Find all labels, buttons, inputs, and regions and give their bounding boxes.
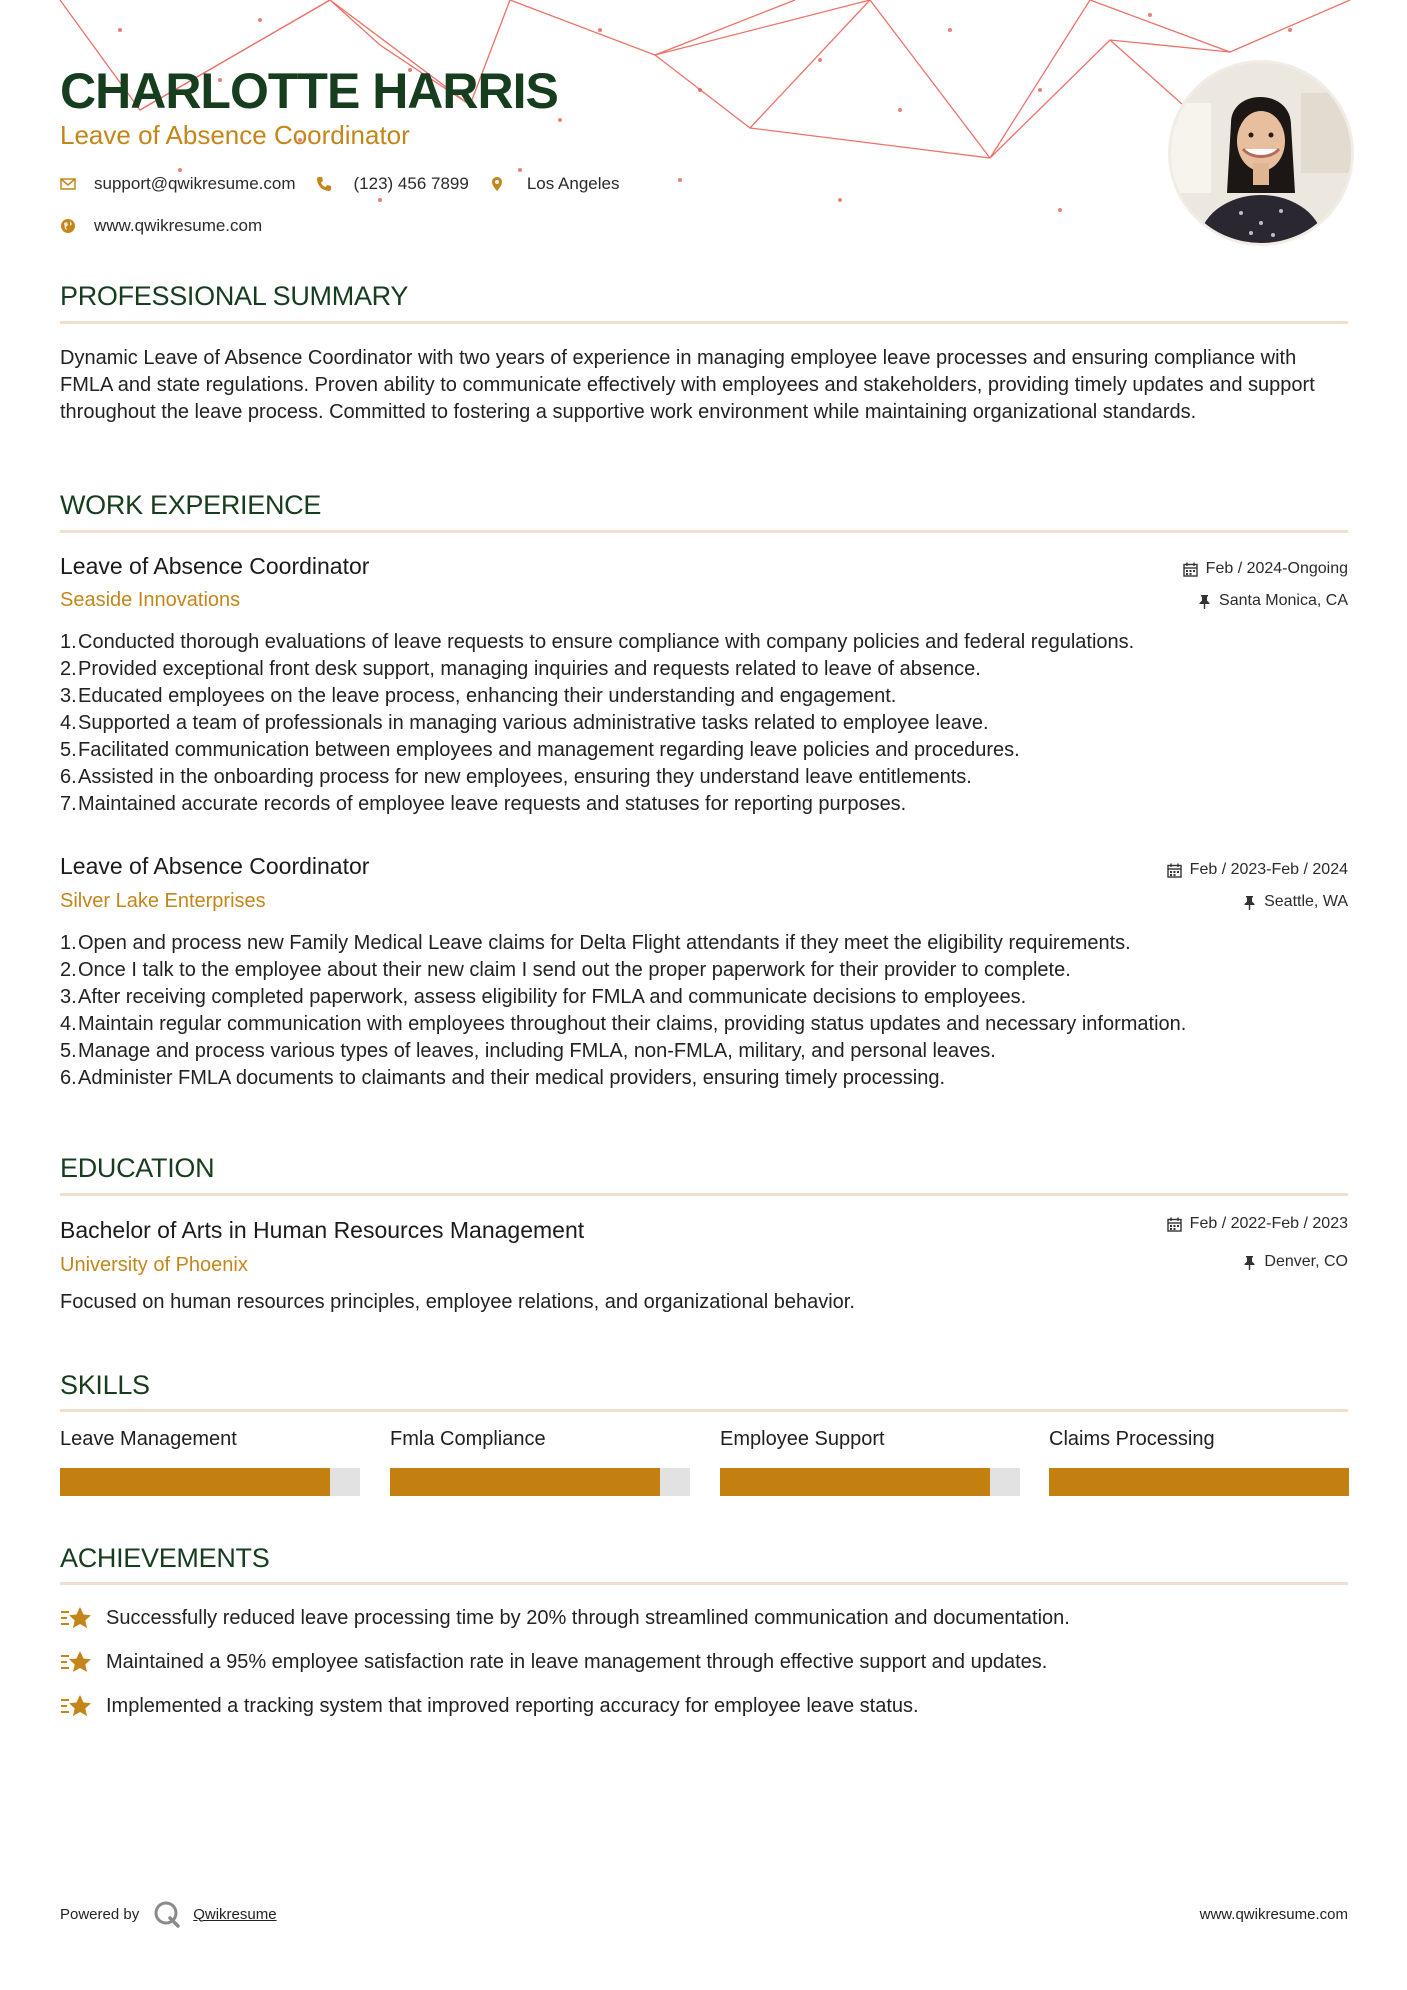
education-dates-text: Feb / 2022-Feb / 2023: [1189, 1215, 1348, 1232]
footer-powered-by: [60, 1900, 277, 1928]
job-dates: [1167, 861, 1348, 879]
calendar-icon: [1167, 1217, 1182, 1232]
education-location-text: Denver, CO: [1264, 1253, 1348, 1270]
website-text: www.qwikresume.com: [94, 216, 263, 235]
job-title: Leave of Absence Coordinator: [60, 853, 370, 879]
achievement-text: Maintained a 95% employee satisfaction rate in leave management through effective support and updates.: [106, 1650, 1048, 1673]
location-text: Los Angeles: [526, 174, 620, 193]
section-divider: [60, 1193, 1348, 1196]
profile-photo: [1168, 60, 1354, 246]
contact-email[interactable]: [60, 174, 296, 194]
section-title-experience: WORK EXPERIENCE: [60, 490, 322, 520]
achievement-item: [60, 1649, 1047, 1675]
job-location: [1198, 592, 1348, 610]
list-item: 6. Assisted in the onboarding process for new employees, ensuring they understand leave entitlements.: [60, 766, 972, 788]
skill-bar-fill: [60, 1468, 330, 1496]
star-badge-icon: [60, 1605, 92, 1631]
contact-row: [60, 174, 639, 194]
pushpin-icon: [1243, 1255, 1256, 1270]
list-item: 1. Conducted thorough evaluations of leave requests to ensure compliance with company policies and federal regulations.: [60, 631, 1135, 653]
section-divider: [60, 1582, 1348, 1585]
skill-label: Fmla Compliance: [390, 1428, 546, 1450]
qwikresume-link[interactable]: Qwikresume: [193, 1905, 277, 1923]
achievement-text: Successfully reduced leave processing time by 20% through streamlined communication and documentation.: [106, 1606, 1070, 1629]
qwikresume-logo-icon: [153, 1900, 181, 1928]
star-badge-icon: [60, 1693, 92, 1719]
education-description: Focused on human resources principles, employee relations, and organizational behavior.: [60, 1291, 855, 1313]
footer-website[interactable]: www.qwikresume.com: [1199, 1906, 1348, 1923]
globe-icon: [60, 218, 76, 234]
list-item: 2. Once I talk to the employee about their new claim I send out the proper paperwork for their provider to complete.: [60, 959, 1071, 981]
job-bullet-list: [60, 930, 1360, 1092]
candidate-name: CHARLOTTE HARRIS: [60, 63, 558, 119]
job-bullet-list: [60, 629, 1360, 818]
job-location-text: Santa Monica, CA: [1219, 592, 1348, 609]
star-badge-icon: [60, 1649, 92, 1675]
list-item: 3. Educated employees on the leave process, enhancing their understanding and engagement.: [60, 685, 897, 707]
section-title-achievements: ACHIEVEMENTS: [60, 1543, 270, 1573]
profile-photo-illustration: [1171, 63, 1351, 243]
section-title-summary: PROFESSIONAL SUMMARY: [60, 281, 409, 311]
contact-phone[interactable]: [316, 174, 469, 194]
contact-row-website: [60, 216, 282, 236]
calendar-icon: [1167, 863, 1182, 878]
skill-bar: [390, 1468, 690, 1496]
job-dates-text: Feb / 2023-Feb / 2024: [1189, 861, 1348, 878]
list-item: 1. Open and process new Family Medical Leave claims for Delta Flight attendants if they meet the eligibility requirements.: [60, 932, 1131, 954]
phone-text: (123) 456 7899: [353, 174, 469, 193]
phone-icon: [316, 176, 332, 192]
achievement-text: Implemented a tracking system that improved reporting accuracy for employee leave status.: [106, 1694, 919, 1717]
education-location: [1243, 1253, 1348, 1271]
skill-item: [1049, 1428, 1349, 1456]
job-title: Leave of Absence Coordinator: [60, 553, 370, 579]
list-item: 4. Maintain regular communication with employees throughout their claims, providing status updates and necessary information.: [60, 1013, 1187, 1035]
list-item: 3. After receiving completed paperwork, assess eligibility for FMLA and communicate decisions to employees.: [60, 986, 1027, 1008]
skill-label: Claims Processing: [1049, 1428, 1215, 1450]
job-location: [1243, 893, 1348, 911]
section-divider: [60, 321, 1348, 324]
skill-label: Employee Support: [720, 1428, 885, 1450]
candidate-title: Leave of Absence Coordinator: [60, 120, 410, 150]
skill-bar: [60, 1468, 360, 1496]
skill-item: [720, 1428, 1020, 1456]
list-item: 5. Facilitated communication between employees and management regarding leave policies and procedures.: [60, 739, 1020, 761]
powered-by-label: Powered by: [60, 1905, 140, 1923]
skill-item: [390, 1428, 690, 1456]
job-company: Seaside Innovations: [60, 589, 241, 611]
job-location-text: Seattle, WA: [1264, 893, 1348, 910]
skill-label: Leave Management: [60, 1428, 237, 1450]
map-pin-icon: [489, 176, 505, 192]
section-divider: [60, 1409, 1348, 1412]
job-dates: [1183, 560, 1348, 578]
achievement-item: [60, 1693, 919, 1719]
contact-website[interactable]: [60, 216, 262, 236]
list-item: 4. Supported a team of professionals in managing various administrative tasks related to employee leave.: [60, 712, 989, 734]
section-title-skills: SKILLS: [60, 1370, 150, 1400]
skill-bar: [1049, 1468, 1349, 1496]
calendar-icon: [1183, 562, 1198, 577]
skill-bar-fill: [1049, 1468, 1349, 1496]
education-school: University of Phoenix: [60, 1254, 248, 1276]
job-company: Silver Lake Enterprises: [60, 890, 266, 912]
email-text: support@qwikresume.com: [94, 174, 296, 193]
section-divider: [60, 530, 1348, 533]
list-item: 2. Provided exceptional front desk support, managing inquiries and requests related to leave of absence.: [60, 658, 981, 680]
pushpin-icon: [1198, 594, 1211, 609]
pushpin-icon: [1243, 895, 1256, 910]
contact-location: [489, 174, 620, 194]
list-item: 5. Manage and process various types of leaves, including FMLA, non-FMLA, military, and personal leaves.: [60, 1040, 996, 1062]
skill-bar: [720, 1468, 1020, 1496]
section-title-education: EDUCATION: [60, 1153, 215, 1183]
education-degree: Bachelor of Arts in Human Resources Management: [60, 1217, 585, 1243]
list-item: 6. Administer FMLA documents to claimants and their medical providers, ensuring timely processing.: [60, 1067, 946, 1089]
skill-bar-fill: [720, 1468, 990, 1496]
education-dates: [1167, 1215, 1348, 1233]
summary-text: Dynamic Leave of Absence Coordinator with two years of experience in managing employee leave processes and ensuring compliance with FMLA and state regulations. Proven ability to communicate effectively with employees and stakeholders, providing timely updates and support throughout the leave process. Committed to fostering a supportive work environment while maintaining organizational standards.: [60, 347, 1315, 423]
envelope-icon: [60, 176, 76, 192]
list-item: 7. Maintained accurate records of employee leave requests and statuses for reporting purposes.: [60, 793, 907, 815]
skill-item: [60, 1428, 360, 1456]
job-dates-text: Feb / 2024-Ongoing: [1205, 560, 1348, 577]
skill-bar-fill: [390, 1468, 660, 1496]
achievement-item: [60, 1605, 1070, 1631]
